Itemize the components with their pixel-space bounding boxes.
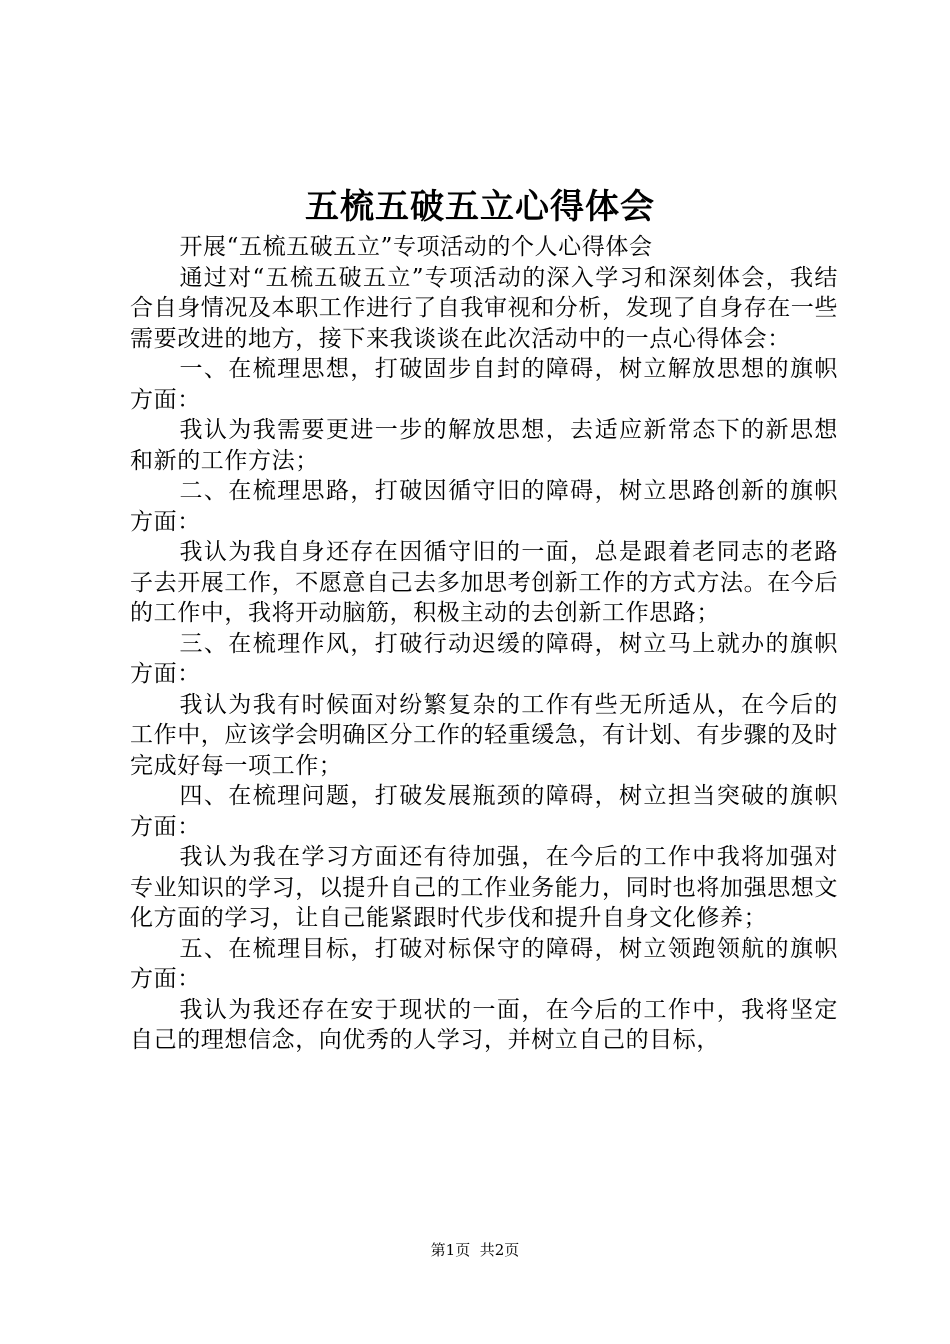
section-heading-5: 五、在梳理目标，打破对标保守的障碍，树立领跑领航的旗帜方面： xyxy=(130,935,838,992)
page-footer xyxy=(0,1240,950,1260)
section-heading-1: 一、在梳理思想，打破固步自封的障碍，树立解放思想的旗帜方面： xyxy=(130,356,838,413)
section-heading-4: 四、在梳理问题，打破发展瓶颈的障碍，树立担当突破的旗帜方面： xyxy=(130,783,838,840)
document-body xyxy=(130,232,838,1056)
section-body-2: 我认为我自身还存在因循守旧的一面，总是跟着老同志的老路子去开展工作，不愿意自己去多加思考创新工作的方式方法。在今后的工作中，我将开动脑筋，积极主动的去创新工作思路； xyxy=(130,539,838,626)
section-heading-3: 三、在梳理作风，打破行动迟缓的障碍，树立马上就办的旗帜方面： xyxy=(130,630,838,687)
section-heading-2: 二、在梳理思路，打破因循守旧的障碍，树立思路创新的旗帜方面： xyxy=(130,478,838,535)
intro-paragraph: 通过对“五梳五破五立”专项活动的深入学习和深刻体会，我结合自身情况及本职工作进行了自我审视和分析，发现了自身存在一些需要改进的地方，接下来我谈谈在此次活动中的一点心得体会： xyxy=(130,264,838,352)
section-body-4: 我认为我在学习方面还有待加强，在今后的工作中我将加强对专业知识的学习，以提升自己的工作业务能力，同时也将加强思想文化方面的学习，让自己能紧跟时代步伐和提升自身文化修养； xyxy=(130,844,838,931)
section-body-1: 我认为我需要更进一步的解放思想，去适应新常态下的新思想和新的工作方法； xyxy=(130,417,838,474)
page-number: 第1页 xyxy=(430,1241,471,1259)
section-body-3: 我认为我有时候面对纷繁复杂的工作有些无所适从，在今后的工作中，应该学会明确区分工作的轻重缓急，有计划、有步骤的及时完成好每一项工作； xyxy=(130,691,838,779)
subtitle-paragraph: 开展“五梳五破五立”专项活动的个人心得体会 xyxy=(179,234,653,260)
page-total: 共2页 xyxy=(479,1241,520,1259)
section-body-5: 我认为我还存在安于现状的一面，在今后的工作中，我将坚定自己的理想信念，向优秀的人学习，并树立自己的目标， xyxy=(130,996,838,1053)
document-title: 五梳五破五立心得体会 xyxy=(305,187,655,227)
